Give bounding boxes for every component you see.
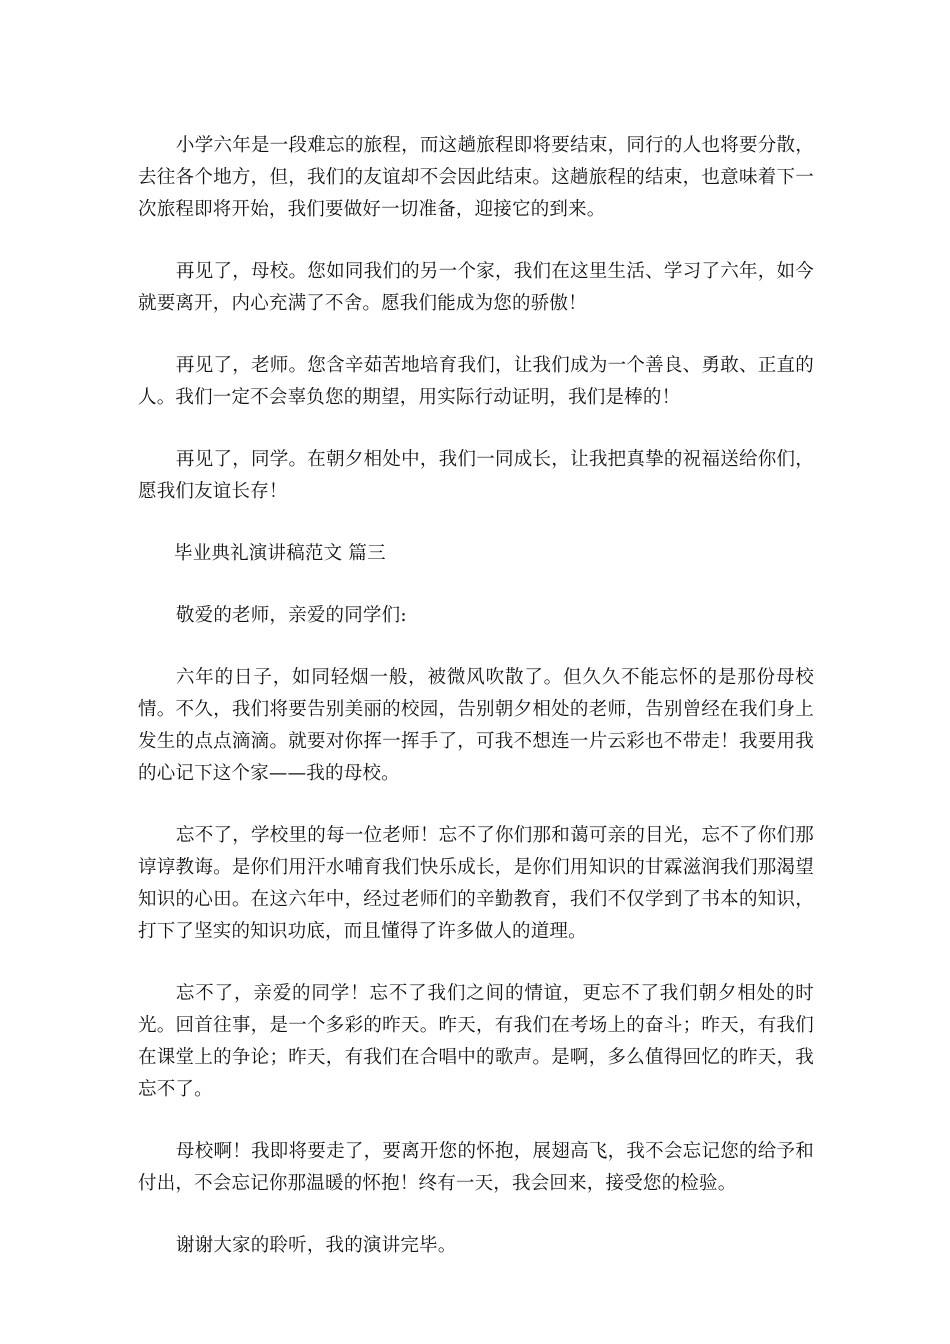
paragraph-journey: 小学六年是一段难忘的旅程，而这趟旅程即将要结束，同行的人也将要分散，去往各个地方，但，我们的友谊却不会因此结束。这趟旅程的结束，也意味着下一次旅程即将开始，我们要做好一切准备，迎接它的到来。 [138,135,814,220]
paragraph-classmates: 忘不了，亲爱的同学！忘不了我们之间的情谊，更忘不了我们朝夕相处的时光。回首往事，是一个多彩的昨天。昨天，有我们在考场上的奋斗；昨天，有我们在课堂上的争论；昨天，有我们在合唱中的歌声。是啊，多么值得回忆的昨天，我忘不了。 [138,983,814,1100]
paragraph-teachers: 忘不了，学校里的每一位老师！忘不了你们那和蔼可亲的目光，忘不了你们那谆谆教诲。是你们用汗水哺育我们快乐成长，是你们用知识的甘霖滋润我们那渴望知识的心田。在这六年中，经过老师们的辛勤教育，我们不仅学到了书本的知识，打下了坚实的知识功底，而且懂得了许多做人的道理。 [138,825,814,942]
paragraph-farewell-classmates: 再见了，同学。在朝夕相处中，我们一同成长，让我把真挚的祝福送给你们，愿我们友谊长存！ [138,449,814,502]
paragraph-farewell-school: 再见了，母校。您如同我们的另一个家，我们在这里生活、学习了六年，如今就要离开，内心充满了不舍。愿我们能成为您的骄傲！ [138,261,814,314]
paragraph-salutation: 敬爱的老师，亲爱的同学们: [175,605,407,626]
section-title: 毕业典礼演讲稿范文 篇三 [174,543,386,564]
paragraph-six-years: 六年的日子，如同轻烟一般，被微风吹散了。但久久不能忘怀的是那份母校情。不久，我们将要告别美丽的校园，告别朝夕相处的老师，告别曾经在我们身上发生的点点滴滴。就要对你挥一挥手了，可我不想连一片云彩也不带走！我要用我的心记下这个家——我的母校。 [138,667,814,784]
paragraph-farewell-teacher: 再见了，老师。您含辛茹苦地培育我们，让我们成为一个善良、勇敢、正直的人。我们一定不会辜负您的期望，用实际行动证明，我们是棒的！ [138,355,814,408]
paragraph-closing: 谢谢大家的聆听，我的演讲完毕。 [175,1235,457,1256]
document-body [138,130,814,1292]
paragraph-alma-mater: 母校啊！我即将要走了，要离开您的怀抱，展翅高飞，我不会忘记您的给予和付出，不会忘记你那温暖的怀抱！终有一天，我会回来，接受您的检验。 [138,1141,814,1194]
